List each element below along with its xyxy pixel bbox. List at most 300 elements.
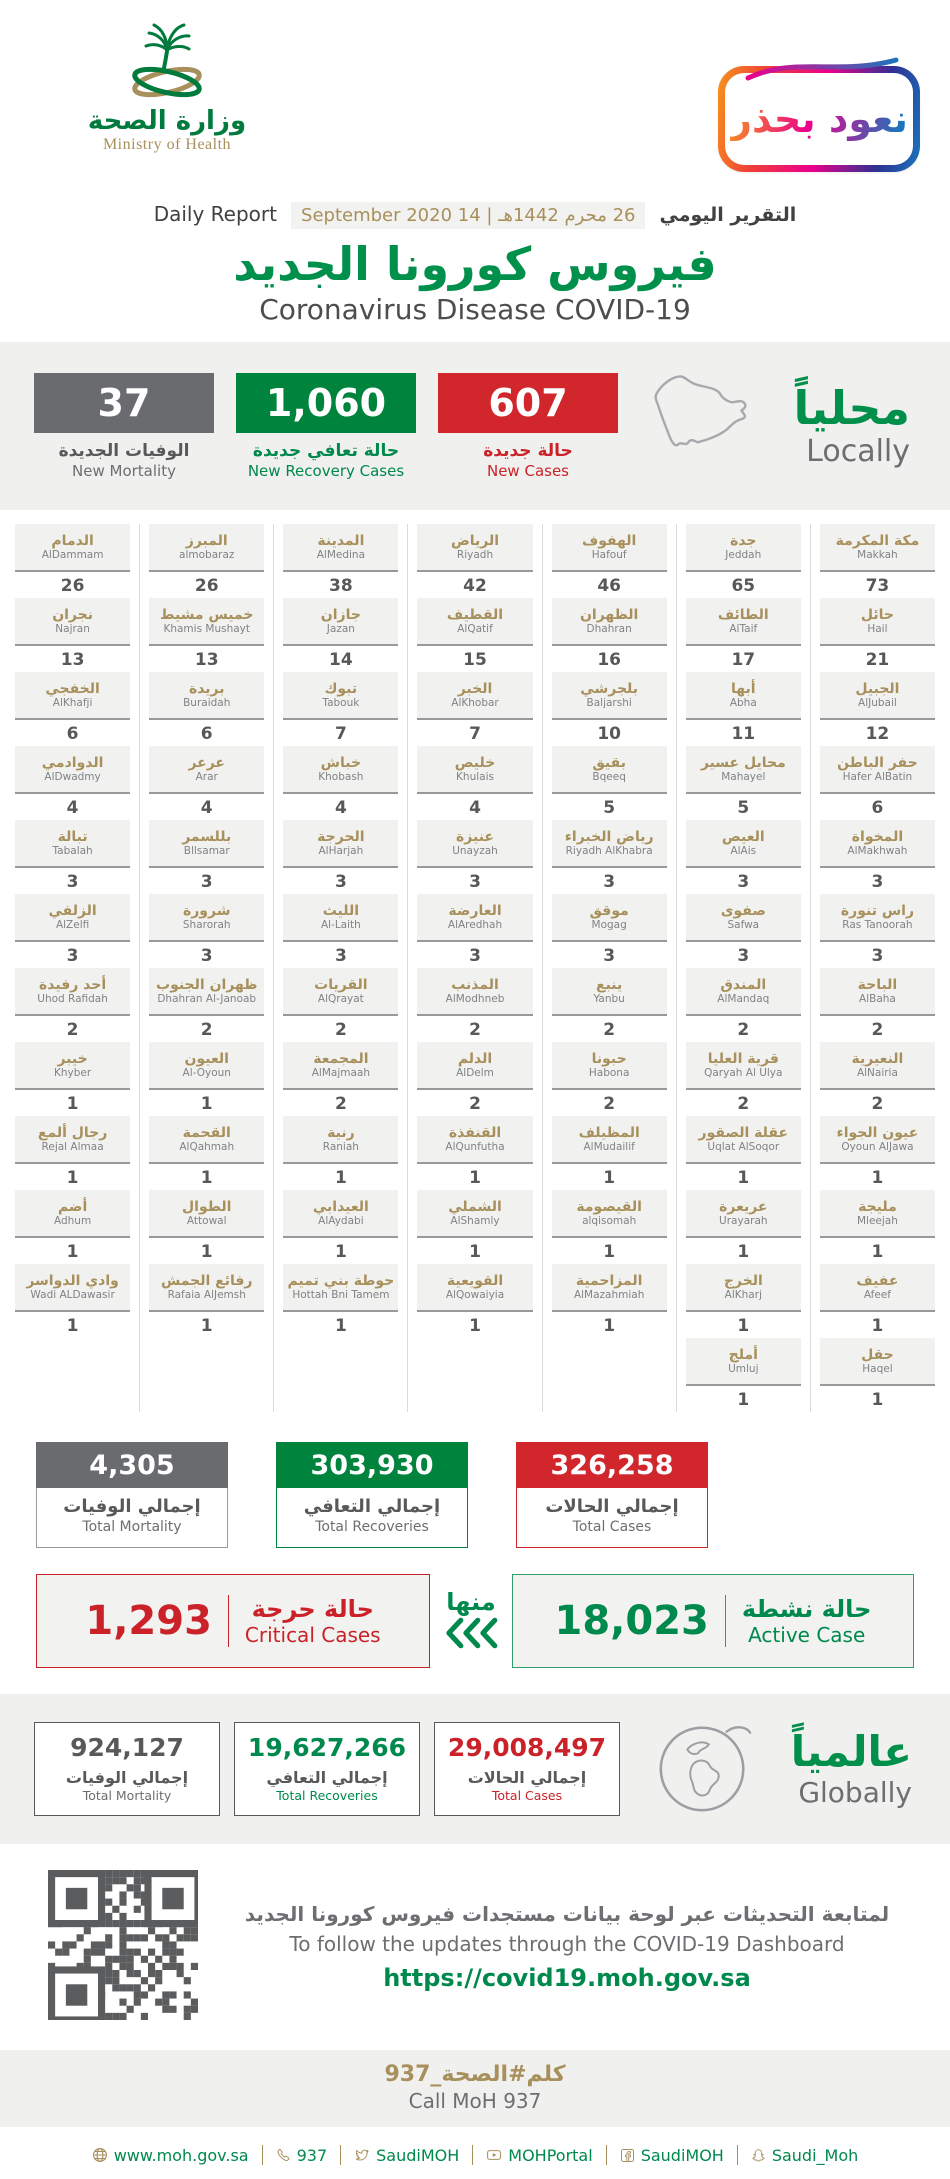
region-name-english: Sharorah xyxy=(182,918,231,931)
region-name-box xyxy=(283,1116,398,1164)
region-name-box xyxy=(417,1116,532,1164)
region-case-count: 4 xyxy=(66,798,79,818)
region-name-english: AlKharj xyxy=(724,1288,762,1301)
region-case-count: 1 xyxy=(871,1242,884,1262)
region-name-english: alqisomah xyxy=(582,1214,637,1227)
region-case-count: 2 xyxy=(737,1020,750,1040)
region-name-english: Uqlat AlSoqor xyxy=(707,1140,780,1153)
region-name-arabic: تبوك xyxy=(324,680,358,697)
region-name-arabic: القطيف xyxy=(446,606,504,623)
region-name-box xyxy=(820,968,935,1016)
region-cell xyxy=(15,1042,130,1113)
region-cell xyxy=(149,672,264,743)
region-cell xyxy=(149,1190,264,1261)
region-name-box xyxy=(686,746,801,794)
region-name-arabic: شرورة xyxy=(182,902,231,919)
region-case-count: 1 xyxy=(334,1242,347,1262)
region-cell xyxy=(15,1190,130,1261)
region-cell xyxy=(820,598,935,669)
region-name-box xyxy=(686,598,801,646)
region-cell xyxy=(820,968,935,1039)
region-case-count: 3 xyxy=(603,872,616,892)
region-cell xyxy=(417,598,532,669)
region-name-arabic: خميس مشيط xyxy=(159,606,254,623)
region-cell xyxy=(283,598,398,669)
region-name-box xyxy=(552,524,667,572)
global-cases-label-en: Total Cases xyxy=(491,1788,563,1803)
dashboard-url-link[interactable]: https://covid19.moh.gov.sa xyxy=(383,1964,751,1992)
region-case-count: 1 xyxy=(737,1316,750,1336)
region-name-english: Rejal Almaa xyxy=(41,1140,104,1153)
critical-cases-box xyxy=(36,1574,430,1668)
region-name-box xyxy=(552,820,667,868)
region-name-english: AlNairia xyxy=(856,1066,898,1079)
total-cases-value: 326,258 xyxy=(516,1442,708,1488)
region-case-count: 2 xyxy=(603,1020,616,1040)
region-name-box xyxy=(283,894,398,942)
region-name-box xyxy=(552,598,667,646)
region-cell xyxy=(686,524,801,595)
region-cell xyxy=(417,968,532,1039)
region-cell xyxy=(552,598,667,669)
phone-icon xyxy=(276,2148,291,2163)
region-name-arabic: عفيف xyxy=(856,1272,899,1289)
region-name-box xyxy=(552,746,667,794)
region-name-arabic: الطوال xyxy=(182,1198,232,1215)
region-case-count: 3 xyxy=(737,872,750,892)
region-cell xyxy=(686,1042,801,1113)
region-cell xyxy=(552,820,667,891)
region-name-box xyxy=(820,746,935,794)
region-name-arabic: محايل عسير xyxy=(700,754,786,771)
region-name-box xyxy=(820,1190,935,1238)
region-name-box xyxy=(820,524,935,572)
region-case-count: 3 xyxy=(871,946,884,966)
global-mortality-label-ar: إجمالي الوفيات xyxy=(65,1768,189,1787)
region-name-english: AlDammam xyxy=(41,548,104,561)
region-name-arabic: حبونا xyxy=(591,1050,627,1067)
region-case-count: 26 xyxy=(60,576,85,596)
region-cell xyxy=(417,672,532,743)
region-name-arabic: رجال ألمع xyxy=(37,1124,108,1141)
region-cell xyxy=(820,1042,935,1113)
region-case-count: 3 xyxy=(469,946,481,966)
region-name-english: Oyoun AlJawa xyxy=(841,1140,914,1153)
region-cell xyxy=(552,746,667,817)
region-cell xyxy=(15,598,130,669)
dashboard-text-arabic: لمتابعة التحديثات عبر لوحة بيانات مستجدات فيروس كورونا الجديد xyxy=(244,1902,890,1926)
region-name-arabic: حوطة بني تميم xyxy=(287,1272,395,1289)
page-title-arabic: فيروس كورونا الجديد xyxy=(233,237,717,291)
footer-link-label: www.moh.gov.sa xyxy=(113,2145,249,2165)
region-name-english: Adhum xyxy=(53,1214,92,1227)
region-case-count: 2 xyxy=(66,1020,79,1040)
region-name-english: Dhahran Al-Janoab xyxy=(157,992,257,1005)
region-name-box xyxy=(417,968,532,1016)
region-name-box xyxy=(820,820,935,868)
region-name-box xyxy=(283,968,398,1016)
report-label-english: Daily Report xyxy=(153,202,277,226)
region-name-arabic: خباش xyxy=(320,754,362,771)
total-mortality-label-ar: إجمالي الوفيات xyxy=(63,1496,201,1517)
region-cell xyxy=(15,1116,130,1187)
region-name-english: Raniah xyxy=(322,1140,359,1153)
region-name-arabic: العيون xyxy=(184,1050,229,1067)
region-name-box xyxy=(820,1042,935,1090)
call-band xyxy=(0,2050,950,2127)
region-name-english: Riyadh AlKhabra xyxy=(565,844,653,857)
region-name-arabic: عيون الجواء xyxy=(836,1124,919,1141)
global-cases-box xyxy=(434,1722,620,1816)
region-name-arabic: رفائع الجمش xyxy=(160,1272,253,1289)
region-name-arabic: الدلم xyxy=(457,1050,493,1067)
region-case-count: 6 xyxy=(66,724,79,744)
critical-value: 1,293 xyxy=(85,1598,212,1644)
region-name-box xyxy=(820,598,935,646)
region-cell xyxy=(686,672,801,743)
region-name-box xyxy=(149,1042,264,1090)
new-mortality-stat xyxy=(34,373,214,480)
total-recoveries-label-en: Total Recoveries xyxy=(315,1519,429,1535)
region-name-arabic: العارضة xyxy=(448,902,502,919)
region-name-english: Makkah xyxy=(857,548,898,561)
region-name-arabic: ظهران الجنوب xyxy=(156,976,258,993)
footer-separator xyxy=(606,2145,607,2165)
globe-icon xyxy=(92,2147,108,2163)
region-case-count: 16 xyxy=(597,650,621,670)
region-name-english: AlQatif xyxy=(457,622,493,635)
region-cell xyxy=(686,894,801,965)
region-cell xyxy=(552,672,667,743)
region-name-box xyxy=(283,1190,398,1238)
region-cell xyxy=(15,968,130,1039)
region-name-arabic: الظهران xyxy=(579,606,639,623)
region-cell xyxy=(417,820,532,891)
region-name-arabic: القريات xyxy=(314,976,368,993)
footer-link-label: SaudiMOH xyxy=(640,2145,724,2165)
region-cell xyxy=(820,820,935,891)
region-case-count: 11 xyxy=(731,724,756,744)
region-name-arabic: المجمعة xyxy=(313,1050,369,1067)
region-cell xyxy=(283,1116,398,1187)
region-name-arabic: قرية العليا xyxy=(707,1050,779,1067)
region-name-arabic: الهفوف xyxy=(581,532,637,549)
region-case-count: 3 xyxy=(737,946,750,966)
global-mortality-label-en: Total Mortality xyxy=(82,1788,172,1803)
region-cell xyxy=(149,598,264,669)
region-name-arabic: النعيرية xyxy=(851,1050,904,1067)
region-name-english: Bqeeq xyxy=(592,770,626,783)
region-cell xyxy=(552,524,667,595)
region-case-count: 6 xyxy=(200,724,213,744)
twitter-icon xyxy=(354,2147,370,2163)
footer-separator xyxy=(340,2145,341,2165)
new-recovery-stat xyxy=(236,373,416,480)
region-name-box xyxy=(283,672,398,720)
region-name-english: Al-Oyoun xyxy=(182,1066,231,1079)
region-name-box xyxy=(149,598,264,646)
global-recoveries-value: 19,627,266 xyxy=(247,1733,407,1762)
region-cell xyxy=(552,894,667,965)
region-name-box xyxy=(417,1042,532,1090)
region-cell xyxy=(686,968,801,1039)
region-cell xyxy=(820,894,935,965)
chevrons-left-icon xyxy=(442,1616,500,1650)
region-name-arabic: المبرز xyxy=(185,532,228,549)
footer-link-saudimoh[interactable] xyxy=(354,2146,459,2165)
region-case-count: 21 xyxy=(865,650,890,670)
region-name-box xyxy=(820,672,935,720)
globally-label xyxy=(776,1729,916,1808)
region-name-english: AlQunfutha xyxy=(445,1140,505,1153)
region-case-count: 10 xyxy=(597,724,621,744)
region-name-box xyxy=(552,1264,667,1312)
region-name-arabic: الليث xyxy=(322,902,360,919)
total-cases-label-en: Total Cases xyxy=(572,1519,652,1535)
global-recoveries-box xyxy=(234,1722,420,1816)
region-name-arabic: القيصومة xyxy=(576,1198,642,1215)
report-label-arabic: التقرير اليومي xyxy=(659,204,797,226)
region-name-english: Hottah Bni Tamem xyxy=(292,1288,390,1301)
region-name-english: Attowal xyxy=(186,1214,227,1227)
region-name-english: Ras Tanoorah xyxy=(842,918,913,931)
region-case-count: 73 xyxy=(865,576,890,596)
call-moh-label: Call MoH 937 xyxy=(408,2089,542,2113)
region-name-box xyxy=(552,1190,667,1238)
region-cell xyxy=(149,820,264,891)
region-name-english: Jazan xyxy=(326,622,355,635)
region-name-box xyxy=(820,1264,935,1312)
region-cell xyxy=(686,1116,801,1187)
region-name-box xyxy=(15,746,130,794)
new-cases-label-ar: حالة جديدة xyxy=(483,440,573,461)
region-case-count: 1 xyxy=(334,1168,347,1188)
region-name-box xyxy=(686,1338,801,1386)
region-name-arabic: الرياض xyxy=(450,532,500,549)
divider xyxy=(725,1595,726,1647)
new-mortality-value: 37 xyxy=(34,373,214,433)
region-cell xyxy=(820,1116,935,1187)
footer-link-mohportal[interactable] xyxy=(486,2146,592,2165)
region-case-count: 1 xyxy=(66,1242,79,1262)
facebook-icon xyxy=(620,2148,635,2163)
region-name-english: Abha xyxy=(729,696,757,709)
region-name-english: AlQrayat xyxy=(317,992,364,1005)
region-name-english: Haqel xyxy=(862,1362,893,1375)
footer-link-saudi-moh[interactable] xyxy=(751,2146,858,2165)
region-name-english: Yanbu xyxy=(593,992,625,1005)
region-name-english: AlJubail xyxy=(858,696,897,709)
region-cell xyxy=(15,672,130,743)
region-case-count: 1 xyxy=(200,1242,213,1262)
region-name-arabic: أضم xyxy=(57,1198,88,1215)
region-cell xyxy=(283,672,398,743)
region-name-box xyxy=(283,820,398,868)
region-name-arabic: خليص xyxy=(454,754,496,771)
region-cell xyxy=(686,1190,801,1261)
region-case-count: 1 xyxy=(603,1316,616,1336)
region-cell xyxy=(552,1190,667,1261)
region-cell xyxy=(552,1264,667,1335)
region-name-english: AlMakhwah xyxy=(847,844,908,857)
region-case-count: 5 xyxy=(603,798,616,818)
new-recovery-label-ar: حالة تعافي جديدة xyxy=(252,440,400,461)
region-name-english: AlMajmaah xyxy=(311,1066,370,1079)
region-name-box xyxy=(15,1190,130,1238)
region-name-english: AlDwadmy xyxy=(44,770,101,783)
region-name-box xyxy=(149,894,264,942)
region-case-count: 1 xyxy=(603,1168,616,1188)
region-case-count: 1 xyxy=(200,1316,213,1336)
new-cases-stat xyxy=(438,373,618,480)
region-name-english: AlQahmah xyxy=(179,1140,235,1153)
region-cell xyxy=(15,1264,130,1335)
region-name-arabic: المذنب xyxy=(451,976,499,993)
region-cell xyxy=(552,1042,667,1113)
region-case-count: 15 xyxy=(463,650,487,670)
region-cell xyxy=(686,746,801,817)
active-value: 18,023 xyxy=(554,1598,709,1644)
footer-link-www-moh-gov-sa[interactable] xyxy=(92,2146,249,2165)
page-title-english: Coronavirus Disease COVID-19 xyxy=(259,293,691,326)
region-name-english: almobaraz xyxy=(179,548,235,561)
region-case-count: 46 xyxy=(597,576,621,596)
region-name-arabic: الدمام xyxy=(51,532,94,549)
region-case-count: 14 xyxy=(329,650,353,670)
dashboard-section xyxy=(0,1844,950,2042)
region-case-count: 13 xyxy=(60,650,85,670)
region-case-count: 1 xyxy=(737,1242,750,1262)
region-cell xyxy=(283,1264,398,1335)
region-cell xyxy=(149,894,264,965)
region-name-english: Rafaia AlJemsh xyxy=(167,1288,246,1301)
region-name-box xyxy=(15,1264,130,1312)
region-case-count: 1 xyxy=(603,1242,616,1262)
region-cell xyxy=(15,894,130,965)
region-name-box xyxy=(552,1042,667,1090)
region-name-arabic: أبها xyxy=(731,680,756,697)
region-name-box xyxy=(686,894,801,942)
region-name-box xyxy=(552,968,667,1016)
region-name-box xyxy=(15,1042,130,1090)
badge-swoosh-icon xyxy=(742,52,902,82)
footer-link-saudimoh[interactable] xyxy=(620,2146,724,2165)
regions-column-7 xyxy=(6,524,139,1412)
region-name-english: Riyadh xyxy=(456,548,494,561)
region-name-box xyxy=(820,894,935,942)
region-name-box xyxy=(149,1190,264,1238)
total-recoveries-label-ar: إجمالي التعافي xyxy=(303,1496,441,1517)
region-case-count: 1 xyxy=(66,1094,79,1114)
region-name-english: AlMedina xyxy=(316,548,366,561)
region-name-arabic: القويعية xyxy=(446,1272,504,1289)
region-name-arabic: الخفجي xyxy=(45,680,100,697)
region-name-box xyxy=(686,1264,801,1312)
region-case-count: 12 xyxy=(865,724,890,744)
region-name-arabic: مكة المكرمة xyxy=(835,532,920,549)
region-name-english: Unayzah xyxy=(452,844,498,857)
region-case-count: 6 xyxy=(871,798,884,818)
region-cell xyxy=(283,894,398,965)
report-date: 26 محرم 1442هـ | 14 September 2020 xyxy=(291,202,645,229)
region-name-english: Najran xyxy=(55,622,90,635)
region-case-count: 3 xyxy=(200,946,213,966)
total-cases-label-ar: إجمالي الحالات xyxy=(545,1496,679,1517)
region-name-box xyxy=(417,672,532,720)
region-name-arabic: حقل xyxy=(861,1346,894,1363)
region-case-count: 1 xyxy=(871,1390,884,1410)
region-name-arabic: خيبر xyxy=(57,1050,88,1067)
region-name-arabic: رياض الخبراء xyxy=(564,828,654,845)
region-name-box xyxy=(417,1190,532,1238)
globally-section xyxy=(0,1694,950,1844)
region-name-english: AlZelfi xyxy=(55,918,90,931)
region-cell xyxy=(820,524,935,595)
footer-link-label: 937 xyxy=(296,2145,328,2165)
region-name-arabic: راس تنورة xyxy=(840,902,914,919)
region-case-count: 1 xyxy=(200,1168,213,1188)
region-case-count: 13 xyxy=(194,650,219,670)
region-name-english: Baljarshi xyxy=(586,696,632,709)
region-case-count: 1 xyxy=(469,1168,481,1188)
region-name-english: Khamis Mushayt xyxy=(163,622,250,635)
region-cell xyxy=(283,524,398,595)
region-name-english: Hafer AlBatin xyxy=(842,770,913,783)
region-cell xyxy=(149,1116,264,1187)
regions-column-4 xyxy=(407,524,541,1412)
moh-logo-icon xyxy=(107,16,227,100)
footer-link-937[interactable] xyxy=(276,2146,328,2165)
region-name-box xyxy=(149,524,264,572)
region-name-english: AlKhafji xyxy=(52,696,93,709)
region-name-english: Uhod Rafidah xyxy=(37,992,108,1005)
region-cell xyxy=(552,968,667,1039)
region-name-box xyxy=(283,746,398,794)
region-name-english: AlAredhah xyxy=(447,918,503,931)
region-name-box xyxy=(149,1116,264,1164)
region-name-arabic: القحمة xyxy=(182,1124,231,1141)
region-case-count: 1 xyxy=(871,1168,884,1188)
region-cell xyxy=(149,524,264,595)
region-name-arabic: الجبيل xyxy=(855,680,900,697)
region-cell xyxy=(283,968,398,1039)
region-case-count: 1 xyxy=(871,1316,884,1336)
global-mortality-value: 924,127 xyxy=(70,1733,184,1762)
global-recoveries-label-en: Total Recoveries xyxy=(276,1788,378,1803)
region-name-english: AlAis xyxy=(730,844,757,857)
region-case-count: 3 xyxy=(871,872,884,892)
globe-icon xyxy=(650,1712,762,1826)
regions-column-5 xyxy=(273,524,407,1412)
region-name-arabic: الحرجة xyxy=(317,828,365,845)
region-name-box xyxy=(686,968,801,1016)
region-name-box xyxy=(15,894,130,942)
footer-contacts xyxy=(0,2127,950,2179)
dashboard-text-english: To follow the updates through the COVID-19 Dashboard xyxy=(289,1932,845,1956)
badge-text: نعود بحذر xyxy=(730,97,908,141)
region-name-box xyxy=(15,820,130,868)
region-name-box xyxy=(417,894,532,942)
region-cell xyxy=(417,1190,532,1261)
regions-column-2 xyxy=(676,524,810,1412)
region-case-count: 3 xyxy=(334,872,347,892)
region-name-english: Tabalah xyxy=(52,844,93,857)
region-case-count: 1 xyxy=(200,1094,213,1114)
region-name-arabic: عريعرة xyxy=(719,1198,768,1215)
footer-link-label: Saudi_Moh xyxy=(771,2145,859,2165)
region-cell xyxy=(820,1338,935,1409)
region-case-count: 7 xyxy=(469,724,481,744)
